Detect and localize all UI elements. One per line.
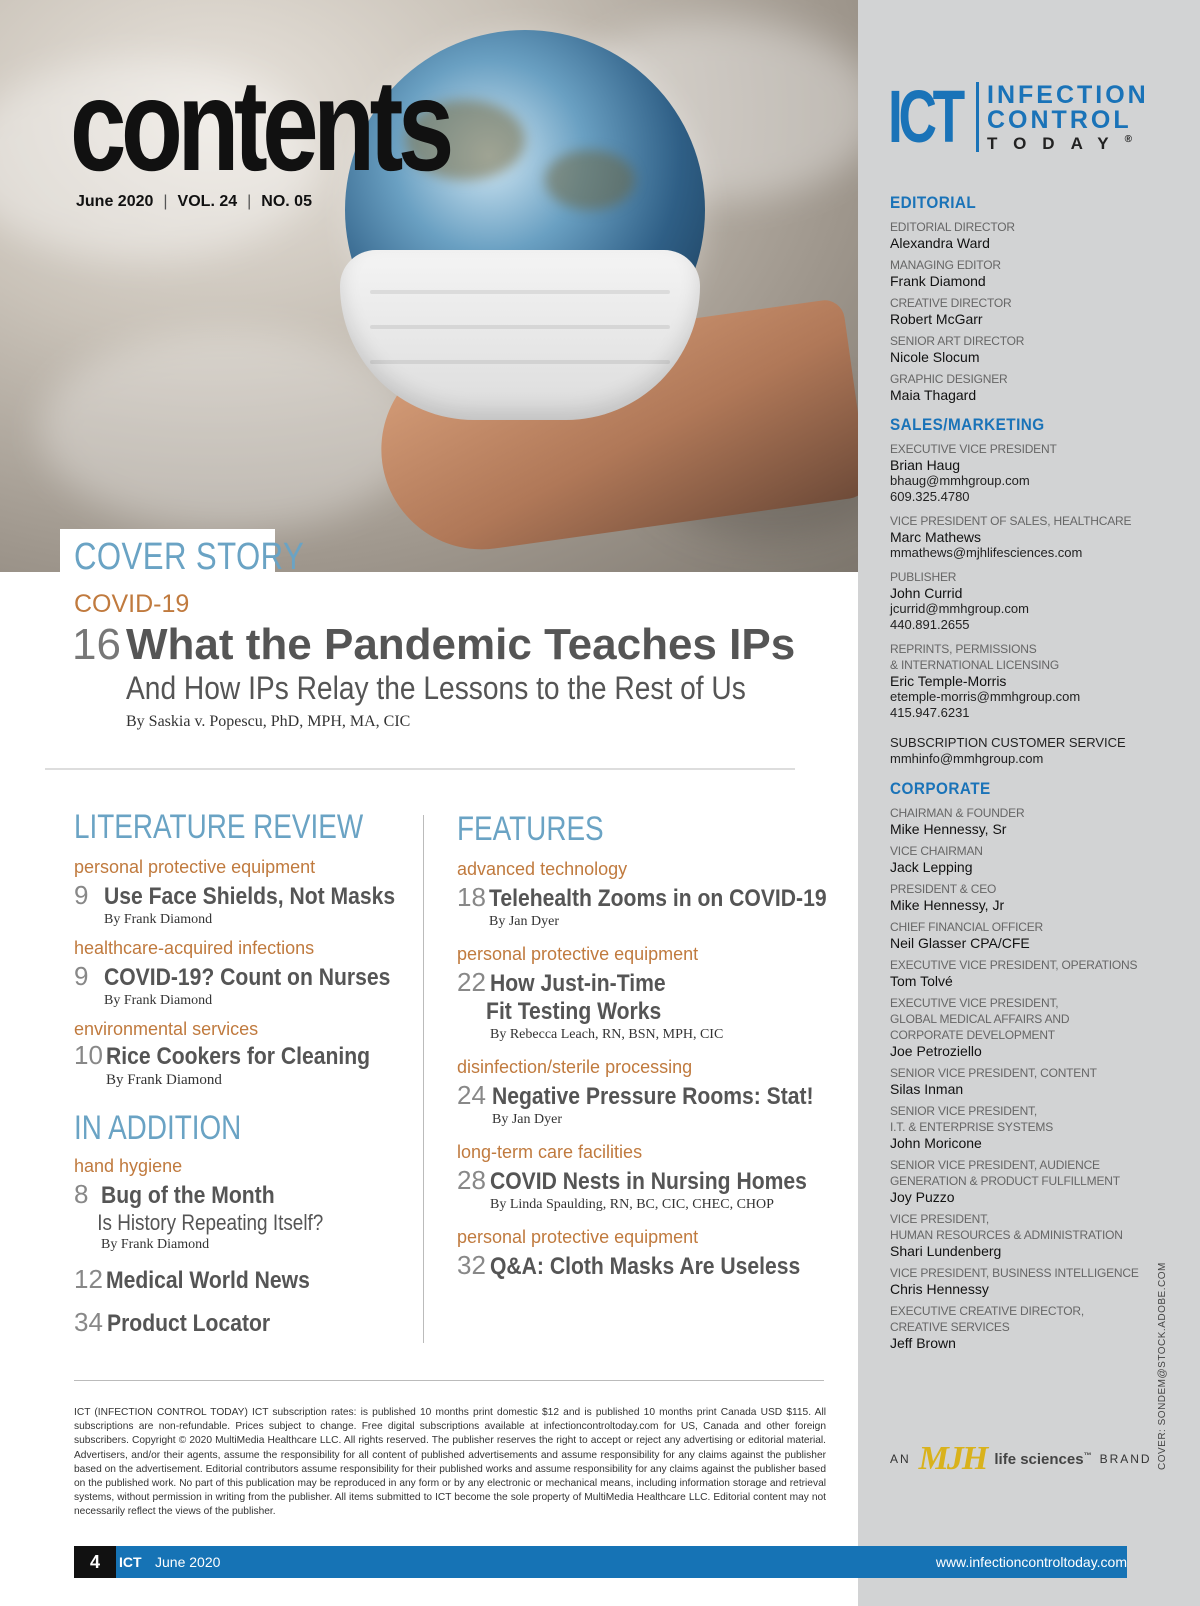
article-byline: By Rebecca Leach, RN, BSN, MPH, CIC bbox=[490, 1027, 724, 1042]
article-page: 8 bbox=[74, 1179, 89, 1209]
article-title-line2[interactable]: Fit Testing Works bbox=[486, 998, 662, 1025]
left-column bbox=[74, 810, 414, 1338]
article-title[interactable]: Use Face Shields, Not Masks bbox=[104, 883, 396, 910]
toc-entry[interactable] bbox=[74, 937, 414, 1010]
article-title[interactable]: Q&A: Cloth Masks Are Useless bbox=[490, 1253, 801, 1280]
page-title: contents bbox=[70, 52, 449, 198]
staff-entry: SENIOR VICE PRESIDENT, I.T. & ENTERPRISE SYSTEMS John Moricone bbox=[890, 1104, 1054, 1151]
phone-number: 609.325.4780 bbox=[890, 489, 970, 504]
article-subtitle: Is History Repeating Itself? bbox=[97, 1210, 324, 1235]
section-heading-features: FEATURES bbox=[457, 810, 604, 848]
staff-entry: SENIOR VICE PRESIDENT, AUDIENCE GENERATION & PRODUCT FULFILLMENT Joy Puzzo bbox=[890, 1158, 1120, 1205]
logo-wordmark: INFECTION CONTROL TODAY® bbox=[987, 80, 1149, 153]
masthead-list bbox=[890, 193, 1190, 1351]
staff-entry: VICE PRESIDENT OF SALES, HEALTHCARE Marc Mathews mmathews@mjhlifesciences.com bbox=[890, 513, 1190, 561]
cover-story-page: 16 bbox=[72, 620, 121, 669]
toc-entry[interactable] bbox=[74, 856, 414, 929]
article-byline: By Frank Diamond bbox=[106, 1072, 222, 1088]
staff-entry: PUBLISHER John Currid jcurrid@mmhgroup.com 440.891.2655 bbox=[890, 569, 1190, 633]
section-heading-sales: SALES/MARKETING bbox=[890, 415, 1045, 434]
cover-story-title[interactable]: What the Pandemic Teaches IPs bbox=[126, 620, 796, 669]
article-page: 28 bbox=[457, 1165, 486, 1195]
cover-story-subtitle: And How IPs Relay the Lessons to the Rest of Us bbox=[126, 670, 746, 706]
staff-entry: EDITORIAL DIRECTOR Alexandra Ward bbox=[890, 220, 1015, 251]
article-category: environmental services bbox=[74, 1019, 259, 1039]
staff-entry: EXECUTIVE VICE PRESIDENT, OPERATIONS Tom Tolvé bbox=[890, 958, 1138, 989]
phone-number: 415.947.6231 bbox=[890, 705, 970, 720]
footer-date: June 2020 bbox=[155, 1554, 221, 1570]
footer-publication: ICT bbox=[119, 1554, 142, 1570]
staff-entry: SENIOR ART DIRECTOR Nicole Slocum bbox=[890, 334, 1025, 365]
article-page: 10 bbox=[74, 1040, 103, 1070]
section-heading-literature-review: LITERATURE REVIEW bbox=[74, 808, 364, 846]
staff-entry: PRESIDENT & CEO Mike Hennessy, Jr bbox=[890, 882, 1005, 913]
cover-credit: COVER: SONDEM@STOCK.ADOBE.COM bbox=[1157, 1262, 1168, 1470]
article-title[interactable]: COVID-19? Count on Nurses bbox=[104, 964, 391, 991]
issue-volume: VOL. 24 bbox=[177, 193, 238, 210]
staff-entry: VICE CHAIRMAN Jack Lepping bbox=[890, 844, 983, 875]
article-category: personal protective equipment bbox=[457, 944, 699, 964]
article-page: 22 bbox=[457, 967, 486, 997]
page-number: 4 bbox=[74, 1546, 116, 1578]
email-link[interactable]: bhaug@mmhgroup.com bbox=[890, 473, 1030, 488]
toc-entry[interactable] bbox=[74, 1264, 414, 1295]
article-byline: By Frank Diamond bbox=[104, 993, 213, 1008]
staff-entry: EXECUTIVE VICE PRESIDENT Brian Haug bhaug@mmhgroup.com 609.325.4780 bbox=[890, 441, 1190, 505]
staff-entry: EXECUTIVE VICE PRESIDENT, GLOBAL MEDICAL AFFAIRS AND CORPORATE DEVELOPMENT Joe Petroziello bbox=[890, 996, 1070, 1059]
toc-entry[interactable] bbox=[457, 858, 847, 931]
email-link[interactable]: mmathews@mjhlifesciences.com bbox=[890, 545, 1083, 560]
article-page: 32 bbox=[457, 1250, 486, 1280]
section-heading-editorial: EDITORIAL bbox=[890, 193, 977, 212]
staff-entry: REPRINTS, PERMISSIONS & INTERNATIONAL LICENSING Eric Temple-Morris etemple-morris@mmhgroup.com 415.947.6231 bbox=[890, 641, 1190, 721]
masthead-sidebar bbox=[858, 0, 1200, 1606]
divider bbox=[74, 1380, 824, 1381]
email-link[interactable]: etemple-morris@mmhgroup.com bbox=[890, 689, 1081, 704]
section-heading-corporate: CORPORATE bbox=[890, 779, 991, 798]
staff-entry: VICE PRESIDENT, BUSINESS INTELLIGENCE Chris Hennessy bbox=[890, 1266, 1139, 1297]
cover-story-category: COVID-19 bbox=[74, 590, 190, 618]
toc-entry[interactable] bbox=[74, 1307, 414, 1338]
article-page: 9 bbox=[74, 880, 89, 910]
issue-info bbox=[76, 193, 312, 211]
article-byline: By Jan Dyer bbox=[489, 914, 559, 929]
ict-logo bbox=[888, 75, 1149, 158]
issue-separator: | bbox=[247, 193, 252, 210]
article-category: disinfection/sterile processing bbox=[457, 1057, 693, 1077]
divider bbox=[45, 768, 795, 770]
article-title[interactable]: Negative Pressure Rooms: Stat! bbox=[492, 1083, 814, 1110]
article-byline: By Frank Diamond bbox=[101, 1237, 210, 1252]
mjh-brand-logo: AN MJH life sciences™ BRAND bbox=[890, 1440, 1152, 1477]
section-heading-in-addition: IN ADDITION bbox=[74, 1109, 242, 1147]
article-byline: By Linda Spaulding, RN, BC, CIC, CHEC, CHOP bbox=[490, 1197, 774, 1212]
toc-entry[interactable] bbox=[457, 1226, 847, 1281]
article-title[interactable]: Rice Cookers for Cleaning bbox=[106, 1043, 371, 1070]
staff-entry: GRAPHIC DESIGNER Maia Thagard bbox=[890, 372, 1008, 403]
article-page: 12 bbox=[74, 1264, 103, 1294]
legal-fine-print: ICT (INFECTION CONTROL TODAY) ICT subscription rates: is published 10 months print domestic $12 and is published 10 months print Canada USD $115. All subscriptions are non-refundable. Prices subject to change. Free digital subscriptions available at infectioncontroltoday.com for US, Canada and other foreign subscribers. Copyright © 2020 MultiMedia Healthcare LLC. All rights reserved. The publisher reserves the right to accept or reject any advertising or editorial material. Advertisers, and/or their agents, assume the responsibility for all content of published advertisements and assume responsibility for any claims against the publisher based on the advertisement. Editorial contributors assume responsibility for their published works and assume responsibility for any claims against the publisher based on the published work. No part of this publication may be reproduced in any form or by any electronic or mechanical means, including information storage and retrieval systems, without permission in writing from the publisher. All items submitted to ICT become the sole property of MultiMedia Healthcare LLC. Editorial content may not necessarily reflect the views of the publisher. bbox=[74, 1407, 826, 1518]
logo-mark: ICT bbox=[888, 75, 961, 158]
staff-entry: MANAGING EDITOR Frank Diamond bbox=[890, 258, 1001, 289]
staff-entry: CHAIRMAN & FOUNDER Mike Hennessy, Sr bbox=[890, 806, 1025, 837]
article-byline: By Jan Dyer bbox=[492, 1112, 562, 1127]
toc-entry[interactable] bbox=[457, 1141, 847, 1214]
phone-number: 440.891.2655 bbox=[890, 617, 970, 632]
toc-entry[interactable] bbox=[457, 1056, 847, 1129]
email-link[interactable]: mmhinfo@mmhgroup.com bbox=[890, 751, 1044, 766]
right-column bbox=[457, 812, 847, 1281]
staff-entry: CHIEF FINANCIAL OFFICER Neil Glasser CPA/CFE bbox=[890, 920, 1043, 951]
logo-divider bbox=[976, 82, 979, 152]
cover-story-byline: By Saskia v. Popescu, PhD, MPH, MA, CIC bbox=[126, 713, 411, 730]
cover-story-label: COVER STORY bbox=[74, 536, 305, 578]
staff-entry: EXECUTIVE CREATIVE DIRECTOR, CREATIVE SERVICES Jeff Brown bbox=[890, 1304, 1084, 1351]
article-byline: By Frank Diamond bbox=[104, 912, 213, 927]
article-category: advanced technology bbox=[457, 859, 628, 879]
article-category: healthcare-acquired infections bbox=[74, 938, 315, 958]
article-category: long-term care facilities bbox=[457, 1142, 643, 1162]
issue-number: NO. 05 bbox=[261, 193, 312, 210]
article-title[interactable]: COVID Nests in Nursing Homes bbox=[490, 1168, 807, 1195]
article-title[interactable]: Medical World News bbox=[106, 1267, 310, 1294]
article-page: 18 bbox=[457, 882, 486, 912]
article-title[interactable]: How Just-in-Time bbox=[490, 970, 666, 997]
article-page: 34 bbox=[74, 1307, 103, 1337]
toc-entry[interactable] bbox=[457, 943, 847, 1044]
article-title[interactable]: Telehealth Zooms in on COVID-19 bbox=[489, 885, 827, 912]
staff-entry: CREATIVE DIRECTOR Robert McGarr bbox=[890, 296, 1012, 327]
footer-url-link[interactable]: www.infectioncontroltoday.com bbox=[935, 1554, 1127, 1570]
subscription-service: SUBSCRIPTION CUSTOMER SERVICE mmhinfo@mmhgroup.com bbox=[890, 735, 1190, 767]
column-divider bbox=[423, 815, 424, 1343]
mjh-logo-mark: MJH bbox=[918, 1440, 987, 1477]
toc-entry[interactable] bbox=[74, 1155, 414, 1254]
article-page: 24 bbox=[457, 1080, 486, 1110]
article-title[interactable]: Bug of the Month bbox=[101, 1182, 275, 1209]
article-category: personal protective equipment bbox=[457, 1227, 699, 1247]
toc-entry[interactable] bbox=[74, 1018, 414, 1089]
issue-separator: | bbox=[163, 193, 168, 210]
article-title[interactable]: Product Locator bbox=[107, 1310, 271, 1337]
email-link[interactable]: jcurrid@mmhgroup.com bbox=[890, 601, 1029, 616]
article-category: hand hygiene bbox=[74, 1156, 183, 1176]
article-category: personal protective equipment bbox=[74, 857, 316, 877]
staff-entry: SENIOR VICE PRESIDENT, CONTENT Silas Inman bbox=[890, 1066, 1097, 1097]
issue-date: June 2020 bbox=[76, 193, 154, 210]
article-page: 9 bbox=[74, 961, 89, 991]
staff-entry: VICE PRESIDENT, HUMAN RESOURCES & ADMINISTRATION Shari Lundenberg bbox=[890, 1212, 1123, 1259]
